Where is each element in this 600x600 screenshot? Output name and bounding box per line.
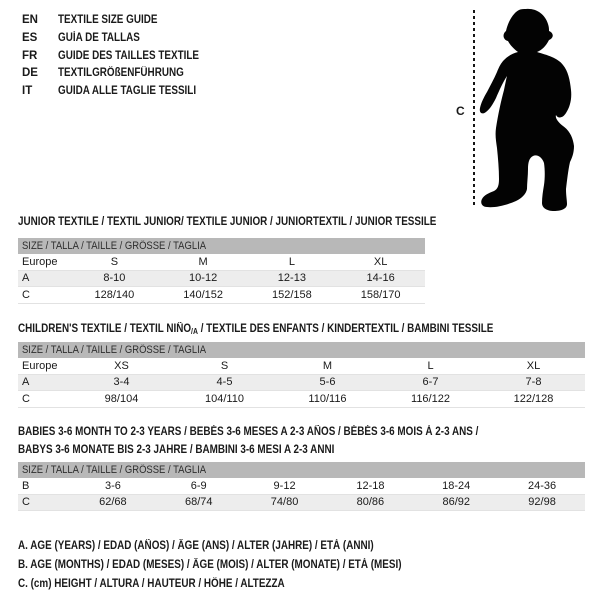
- size-header-label: SIZE / TALLA / TAILLE / GRÖSSE / TAGLIA: [22, 464, 207, 476]
- cell: 3-6: [104, 479, 121, 492]
- cell: XL: [526, 359, 541, 372]
- table-row-months: [18, 478, 585, 495]
- cell: 7-8: [525, 376, 542, 389]
- size-header-label: SIZE / TALLA / TAILLE / GRÖSSE / TAGLIA: [22, 344, 207, 356]
- language-row-fr: [22, 48, 222, 66]
- language-code: IT: [22, 85, 33, 98]
- babies-table-title: [18, 424, 553, 459]
- cell: L: [288, 255, 295, 268]
- row-label: C: [22, 288, 30, 301]
- language-row-es: [22, 30, 222, 48]
- cell: XL: [373, 255, 388, 268]
- cell: 92/98: [528, 496, 556, 509]
- table-row-height: [18, 495, 585, 512]
- table-row-europe: [18, 358, 585, 375]
- row-label: A: [22, 376, 30, 389]
- language-code: FR: [22, 49, 38, 62]
- cell: 158/170: [360, 288, 401, 301]
- row-label: Europe: [22, 255, 58, 268]
- size-header-label: SIZE / TALLA / TAILLE / GRÖSSE / TAGLIA: [22, 240, 207, 252]
- children-table-title: CHILDREN'S TEXTILE / TEXTIL $NIÑO_{/A}$ / TEXTILE DES ENFANTS / KINDERTEXTIL / BAMBINI TESSILE: [18, 323, 494, 336]
- table-row-age: [18, 375, 585, 392]
- cell: S: [220, 359, 229, 372]
- table-row-europe: [18, 254, 425, 271]
- language-label: GUIDE DES TAILLES TEXTILE: [58, 49, 200, 62]
- size-header-bar: [18, 238, 425, 254]
- children-size-table: [18, 342, 585, 408]
- footnote-c: C. (cm) HEIGHT / ALTURA / HAUTEUR / HÖHE / ALTEZZA: [18, 578, 285, 591]
- cell: 152/158: [271, 288, 312, 301]
- cell: M: [322, 359, 333, 372]
- footnote-b: B. AGE (MONTHS) / EDAD (MESES) / ÂGE (MOIS) / ALTER (MONATE) / ETÀ (MESI): [18, 559, 402, 572]
- language-row-de: [22, 65, 222, 83]
- cell: 4-5: [216, 376, 233, 389]
- language-label: TEXTILE SIZE GUIDE: [58, 14, 158, 26]
- gender-subscript: /A: [191, 327, 198, 336]
- cell: 18-24: [442, 479, 471, 492]
- cell: 3-4: [113, 376, 130, 389]
- babies-size-table: [18, 462, 585, 511]
- junior-table-title: JUNIOR TEXTILE / TEXTIL JUNIOR/ TEXTILE JUNIOR / JUNIORTEXTIL / JUNIOR TESSILE: [18, 216, 437, 228]
- legend-footnotes: [18, 537, 464, 595]
- cell: 12-13: [277, 272, 306, 285]
- cell: 6-7: [422, 376, 439, 389]
- cell: L: [427, 359, 434, 372]
- row-label: C: [22, 392, 30, 405]
- cell: 116/122: [411, 392, 450, 405]
- cell: 5-6: [319, 376, 336, 389]
- cell: XS: [114, 359, 129, 372]
- cell: 68/74: [184, 496, 213, 509]
- table-row-height: [18, 287, 425, 304]
- language-label: GUÍA DE TALLAS: [58, 31, 140, 44]
- language-label: GUIDA ALLE TAGLIE TESSILI: [58, 85, 197, 98]
- cell: 122/128: [513, 392, 554, 405]
- cell: 140/152: [183, 288, 223, 301]
- language-row-it: [22, 83, 222, 101]
- cell: M: [198, 255, 208, 268]
- cell: 74/80: [270, 496, 299, 509]
- row-label: B: [22, 479, 30, 492]
- cell: 8-10: [103, 272, 126, 285]
- language-row-en: [22, 12, 222, 30]
- language-code: DE: [22, 67, 38, 80]
- cell: 98/104: [104, 392, 139, 405]
- language-label: TEXTILGRÖßENFÜHRUNG: [58, 67, 184, 80]
- table-row-height: [18, 391, 585, 408]
- cell: S: [110, 255, 119, 268]
- cell: 104/110: [205, 392, 244, 405]
- language-list: [22, 12, 222, 101]
- cell: 10-12: [189, 272, 218, 285]
- row-label: Europe: [22, 359, 58, 372]
- cell: 14-16: [366, 272, 395, 285]
- cell: 80/86: [356, 496, 385, 509]
- height-marker-label: C: [456, 104, 465, 118]
- size-header-bar: [18, 462, 585, 478]
- size-header-bar: [18, 342, 585, 358]
- table-row-age: [18, 271, 425, 288]
- cell: 9-12: [273, 479, 296, 492]
- cell: 62/68: [99, 496, 127, 509]
- cell: 12-18: [356, 479, 385, 492]
- language-code: ES: [22, 31, 38, 44]
- cell: 110/116: [308, 392, 347, 405]
- babies-title-line1: BABIES 3-6 MONTH TO 2-3 YEARS / BEBÉS 3-6 MESES A 2-3 AÑOS / BÉBÉS 3-6 MOIS À 2-3 ANS /: [18, 426, 479, 438]
- cell: 128/140: [94, 288, 135, 301]
- cell: 6-9: [190, 479, 207, 492]
- cell: 24-36: [527, 479, 557, 492]
- babies-title-line2: BABYS 3-6 MONATE BIS 2-3 JAHRE / BAMBINI 3-6 MESI A 2-3 ANNI: [18, 443, 335, 456]
- row-label: C: [22, 496, 30, 509]
- junior-size-table: [18, 238, 425, 304]
- toddler-silhouette-icon: [470, 0, 600, 220]
- footnote-a: A. AGE (YEARS) / EDAD (AÑOS) / ÂGE (ANS) / ALTER (JAHRE) / ETÀ (ANNI): [18, 540, 374, 552]
- cell: 86/92: [442, 496, 470, 509]
- language-code: EN: [22, 14, 38, 26]
- row-label: A: [22, 272, 30, 285]
